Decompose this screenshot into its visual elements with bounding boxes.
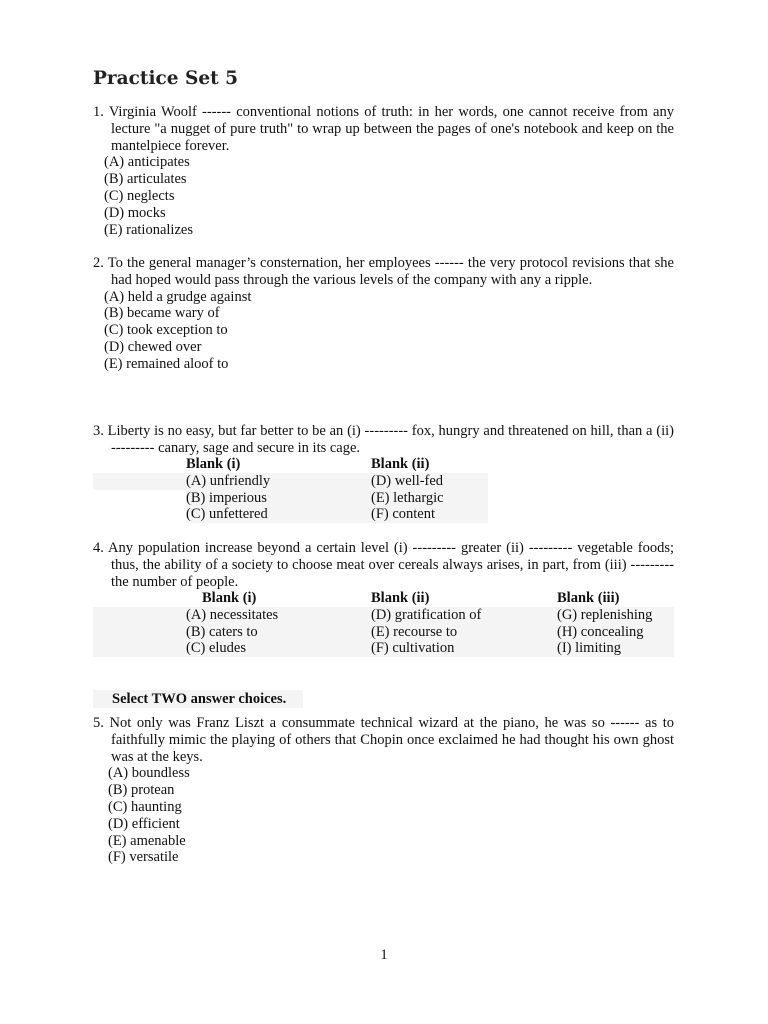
option: (D) chewed over [104,338,202,355]
option: (A) boundless [108,765,190,782]
blank-option: (B) caters to [186,623,258,640]
blank-option: (G) replenishing [557,606,653,623]
blank-option: (C) unfettered [186,506,371,523]
blank-header: Blank (ii) [371,590,430,606]
option: (F) versatile [108,849,179,866]
question-2-options [93,289,674,373]
question-3 [93,423,674,457]
option: (C) took exception to [104,322,228,339]
question-5-stem: 5. Not only was Franz Liszt a consummate technical wizard at the piano, he was so ------ as to faithfully mimic the playing of others that Chopin once exclaimed he had thought his own ghost was at the keys. [93,715,674,765]
instruction-select-two: Select TWO answer choices. [93,690,303,708]
blank-option: (A) unfriendly [186,472,271,489]
option: (D) mocks [104,204,166,221]
blank-option: (F) cultivation [371,640,455,657]
blank-option: (F) content [371,506,488,523]
question-4-stem: 4. Any population increase beyond a certain level (i) --------- greater (ii) --------- vegetable foods; thus, the ability of a society to choose meat over cereals always arises, in part, from (iii) --------- the number of people. [93,540,674,590]
option: (A) held a grudge against [104,288,252,305]
question-1-options [93,154,674,238]
blank-option: (D) gratification of [371,606,482,623]
blank-option: (E) lethargic [371,490,488,507]
option: (B) protean [108,782,175,799]
option: (E) remained aloof to [104,355,229,372]
option: (A) anticipates [104,154,190,171]
blank-header: Blank (i) [202,590,257,606]
question-5 [93,715,674,866]
option: (E) amenable [108,832,186,849]
question-3-stem: 3. Liberty is no easy, but far better to be an (i) --------- fox, hungry and threatened on hill, than a (ii) --------- canary, sage and secure in its cage. [93,423,674,456]
page-title: Practice Set 5 [93,68,238,89]
question-4-blank-table [93,590,674,657]
option: (D) efficient [108,815,180,832]
question-1-stem: 1. Virginia Woolf ------ conventional notions of truth: in her words, one cannot receive from any lecture "a nugget of pure truth" to wrap up between the pages of one's notebook and keep on the mantelpiece forever. [93,104,674,154]
question-1 [93,104,674,238]
blank-option: (C) eludes [186,640,246,657]
question-3-blank-table [93,456,488,523]
blank-header: Blank (ii) [371,456,430,472]
blank-option: (B) imperious [186,490,371,507]
option: (C) neglects [104,187,175,204]
page-number: 1 [380,947,388,963]
question-2-stem: 2. To the general manager’s consternation, her employees ------ the very protocol revisions that she had hoped would pass through the various levels of the company with any a ripple. [93,255,674,288]
question-5-options [93,765,674,866]
question-2 [93,255,674,373]
option: (C) haunting [108,798,182,815]
option: (B) articulates [104,171,187,188]
option: (E) rationalizes [104,221,193,238]
blank-option: (I) limiting [557,640,622,657]
blank-option: (E) recourse to [371,623,458,640]
option: (B) became wary of [104,305,220,322]
blank-option: (D) well-fed [371,472,444,489]
blank-option: (A) necessitates [186,606,279,623]
blank-header: Blank (iii) [557,590,620,606]
blank-option: (H) concealing [557,623,644,640]
blank-header: Blank (i) [186,456,241,472]
question-4 [93,540,674,590]
